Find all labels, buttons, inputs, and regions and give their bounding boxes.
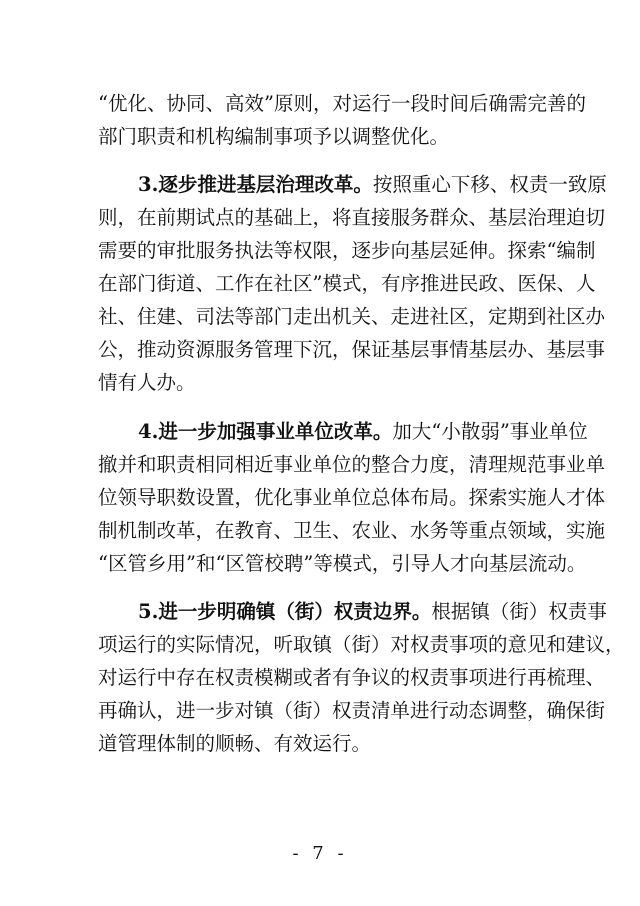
section-3-line-7: 情有人办。 [98, 371, 196, 394]
paragraph-1-line-1: “优化、协同、高效”原则，对运行一段时间后确需完善的 [98, 92, 586, 115]
page-number: - 7 - [292, 843, 348, 864]
section-4-line-4: 制机制改革，在教育、卫生、农业、水务等重点领域，实施 [98, 519, 606, 542]
section-3-line-4: 在部门街道、工作在社区”模式，有序推进民政、医保、人 [98, 272, 596, 295]
section-3-line-1 [138, 173, 607, 197]
section-3-line-5: 社、住建、司法等部门走出机关、走进社区，定期到社区办 [98, 305, 606, 328]
section-5-line-4: 再确认，进一步对镇（街）权责清单进行动态调整，确保街 [98, 699, 606, 722]
section-3-line-3: 需要的审批服务执法等权限，逐步向基层延伸。探索“编制 [98, 239, 596, 262]
section-4-line-5: “区管乡用”和“区管校聘”等模式，引导人才向基层流动。 [98, 552, 587, 575]
section-4-text: 加大“小散弱”事业单位 [392, 420, 588, 443]
section-5-line-3: 对运行中存在权责模糊或者有争议的权责事项进行再梳理、 [98, 666, 606, 689]
section-5-heading: 5.进一步明确镇（街）权责边界。 [138, 600, 432, 623]
section-5-line-5: 道管理体制的顺畅、有效运行。 [98, 732, 372, 755]
section-3-text: 按照重心下移、权责一致原 [372, 173, 607, 196]
section-5-line-1 [138, 600, 607, 624]
section-3-heading: 3.逐步推进基层治理改革。 [138, 173, 373, 196]
section-4-line-2: 撤并和职责相同相近事业单位的整合力度，清理规范事业单 [98, 453, 606, 476]
section-4-heading: 4.进一步加强事业单位改革。 [138, 420, 393, 443]
section-4-line-1 [138, 420, 588, 444]
section-3-line-2: 则，在前期试点的基础上，将直接服务群众、基层治理迫切 [98, 206, 606, 229]
section-3-line-6: 公，推动资源服务管理下沉，保证基层事情基层办、基层事 [98, 338, 606, 361]
section-5-text: 根据镇（街）权责事 [431, 600, 607, 623]
section-4-line-3: 位领导职数设置，优化事业单位总体布局。探索实施人才体 [98, 486, 606, 509]
section-5-line-2: 项运行的实际情况，听取镇（街）对权责事项的意见和建议， [98, 633, 625, 656]
paragraph-1-line-2: 部门职责和机构编制事项予以调整优化。 [98, 125, 450, 148]
